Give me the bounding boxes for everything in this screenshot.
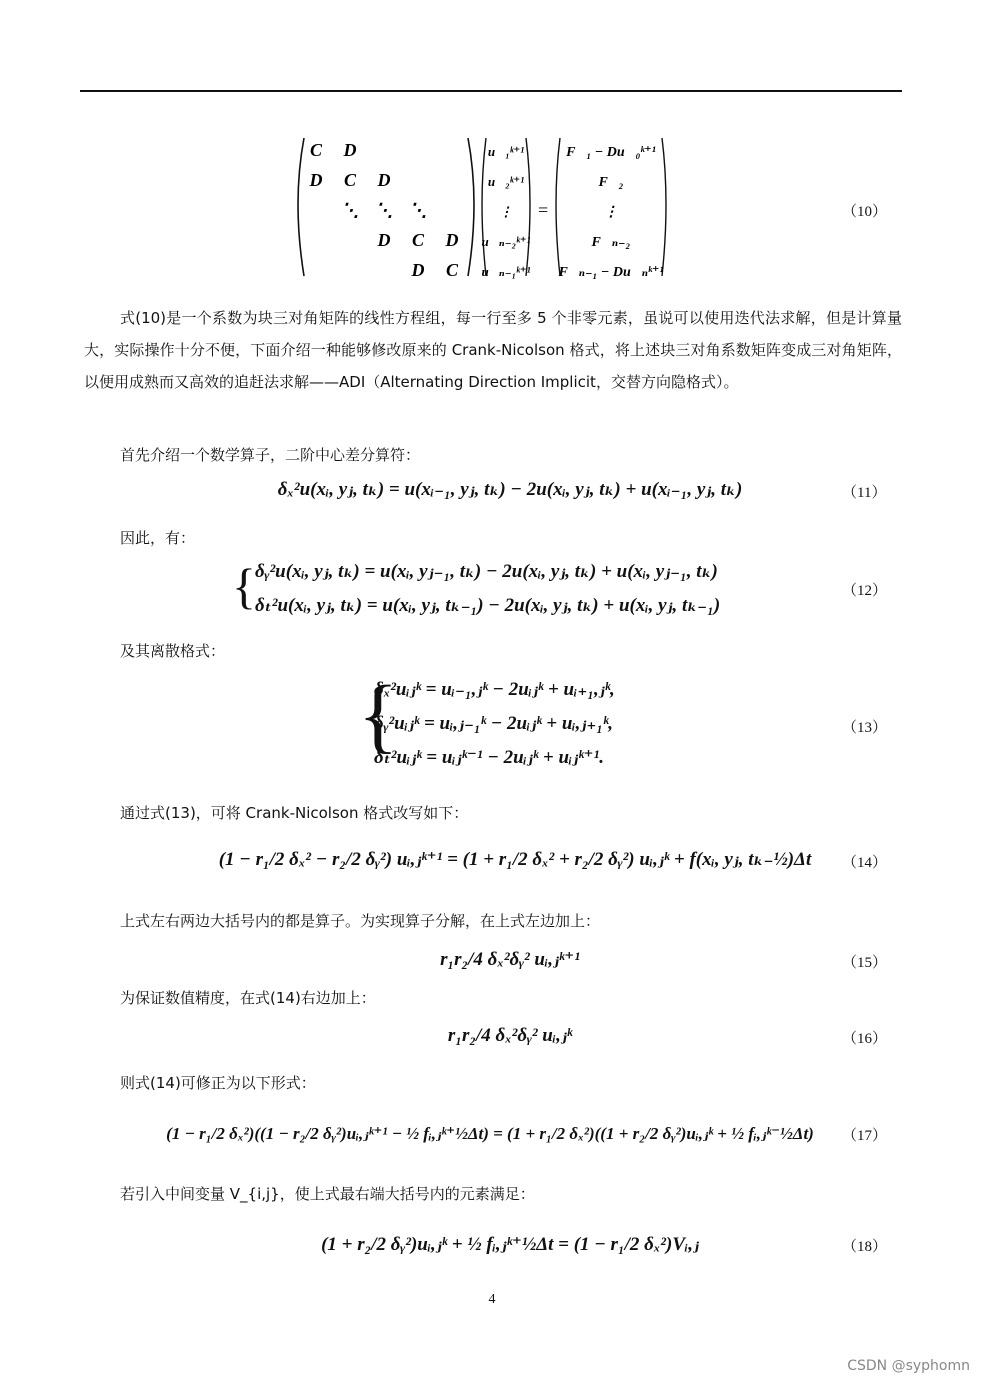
equation-15-number: （15） [842,955,888,971]
paragraph-7: 为保证数值精度，在式(14)右边加上： [120,989,376,1007]
equation-14: (1 − r₁/2 δₓ² − r₂/2 δᵧ²) uᵢ,ⱼᵏ⁺¹ = (1 + r₁/2 δₓ² + r₂/2 δᵧ²) uᵢ,ⱼᵏ + f(xᵢ, yⱼ, tₖ₋½)Δt [218,849,812,870]
equation-11: δₓ²u(xᵢ, yⱼ, tₖ) = u(xᵢ₋₁, yⱼ, tₖ) − 2u(xᵢ, yⱼ, tₖ) + u(xᵢ₋₁, yⱼ, tₖ) [277,479,743,500]
matrix-entry: C [309,140,323,160]
paragraph-2: 首先介绍一个数学算子，二阶中心差分算符： [120,446,421,464]
equation-13-line-2: δᵧ²uᵢⱼᵏ = uᵢ,ⱼ₋₁ᵏ − 2uᵢⱼᵏ + uᵢ,ⱼ₊₁ᵏ, [374,713,614,734]
paragraph-8: 则式(14)可修正为以下形式： [120,1074,316,1092]
equation-12-line-2: δₜ²u(xᵢ, yⱼ, tₖ) = u(xᵢ, yⱼ, tₖ₋₁) − 2u(xᵢ, yⱼ, tₖ) + u(xᵢ, yⱼ, tₖ₋₁) [255,595,721,616]
paragraph-3: 因此，有： [120,529,196,547]
equation-16-number: （16） [842,1031,888,1047]
rhs-entry: F⃗₁ − Du⃗₀ᵏ⁺¹ [566,145,656,160]
equation-13-number: （13） [842,720,888,736]
unknown-entry: ⋮ [499,204,513,219]
equation-11-number: （11） [842,485,887,501]
equation-12-line-1: δᵧ²u(xᵢ, yⱼ, tₖ) = u(xᵢ, yⱼ₋₁, tₖ) − 2u(xᵢ, yⱼ, tₖ) + u(xᵢ, yⱼ₋₁, tₖ) [255,561,718,582]
matrix-entry: ⋱ [409,200,427,220]
equation-15: r₁r₂/4 δₓ²δᵧ² uᵢ,ⱼᵏ⁺¹ [440,949,580,970]
vector-left-paren [482,138,486,276]
equation-14-number: （14） [842,855,888,871]
paragraph-1: 式(10)是一个系数为块三对角矩阵的线性方程组，每一行至多 5 个非零元素，虽说可以使用迭代法求解，但是计算量大，实际操作十分不便，下面介绍一种能够修改原来的 Crank-Nicolson 格式，将上述块三对角系数矩阵变成三对角矩阵，以便用成熟而又高效的追赶法求解——ADI（Alternating Direction Implicit，交替方向隐格式）。 [84,309,902,391]
equation-17-number: （17） [842,1128,888,1144]
rhs-entry: F⃗₂ [598,175,624,190]
matrix-entry: D [309,170,323,190]
paragraph-6: 上式左右两边大括号内的都是算子。为实现算子分解，在上式左边加上： [120,912,601,930]
unknown-entry: u⃗ₙ₋₂ᵏ⁺¹ [481,234,531,249]
unknown-entry: u⃗₁ᵏ⁺¹ [487,144,525,159]
rhs-entry: F⃗ₙ₋₁ − Du⃗ₙᵏ⁺¹ [558,265,664,280]
watermark: CSDN @syphomn [847,1358,970,1374]
paragraph-4: 及其离散格式： [120,642,226,660]
matrix-entry: D [343,140,357,160]
matrix-entry: ⋱ [341,200,359,220]
equation-10-number: （10） [842,204,888,220]
matrix-entry: ⋱ [375,200,393,220]
paragraph-9: 若引入中间变量 V_{i,j}，使上式最右端大括号内的元素满足： [120,1185,535,1203]
page-number: 4 [488,1292,496,1307]
matrix-left-paren [298,138,304,276]
unknown-entry: u⃗₂ᵏ⁺¹ [487,174,525,189]
rhs-entry: F⃗ₙ₋₂ [591,235,631,250]
equation-18-number: （18） [842,1239,888,1255]
header-rule [80,90,902,92]
unknown-entry: u⃗ₙ₋₁ᵏ⁺¹ [481,264,531,279]
matrix-entry: C [343,170,357,190]
equation-12-brace: { [232,558,256,614]
equation-13-line-3: δₜ²uᵢⱼᵏ = uᵢⱼᵏ⁻¹ − 2uᵢⱼᵏ + uᵢⱼᵏ⁺¹. [374,747,604,768]
equation-18: (1 + r₂/2 δᵧ²)uᵢ,ⱼᵏ + ½ fᵢ,ⱼᵏ⁺½Δt = (1 − r₁/2 δₓ²)Vᵢ,ⱼ [321,1234,699,1255]
equation-10-matrix [290,132,680,282]
rhs-entry: ⋮ [604,205,618,220]
matrix-entry: D [377,230,391,250]
equation-13-line-1: δₓ²uᵢⱼᵏ = uᵢ₋₁,ⱼᵏ − 2uᵢⱼᵏ + uᵢ₊₁,ⱼᵏ, [374,679,615,700]
rhs-left-paren [556,138,560,276]
equation-17: (1 − r₁/2 δₓ²)((1 − r₂/2 δᵧ²)uᵢ,ⱼᵏ⁺¹ − ½ fᵢ,ⱼᵏ⁺½Δt) = (1 + r₁/2 δₓ²)((1 + r₂/2 δᵧ²)uᵢ,ⱼᵏ + ½ fᵢ,ⱼᵏ⁻½Δt) [166,1124,814,1143]
rhs-right-paren [662,138,666,276]
paragraph-5: 通过式(13)，可将 Crank-Nicolson 格式改写如下： [120,804,469,822]
matrix-entry: C [445,260,459,280]
matrix-entry: D [377,170,391,190]
equation-13-brace: { [358,669,399,762]
matrix-right-paren [468,138,474,276]
matrix-entry: D [445,230,459,250]
equation-16: r₁r₂/4 δₓ²δᵧ² uᵢ,ⱼᵏ [447,1025,573,1046]
equals-sign: = [538,200,549,220]
vector-right-paren [526,138,530,276]
matrix-entry: D [411,260,425,280]
matrix-entry: C [411,230,425,250]
equation-12-number: （12） [842,583,888,599]
